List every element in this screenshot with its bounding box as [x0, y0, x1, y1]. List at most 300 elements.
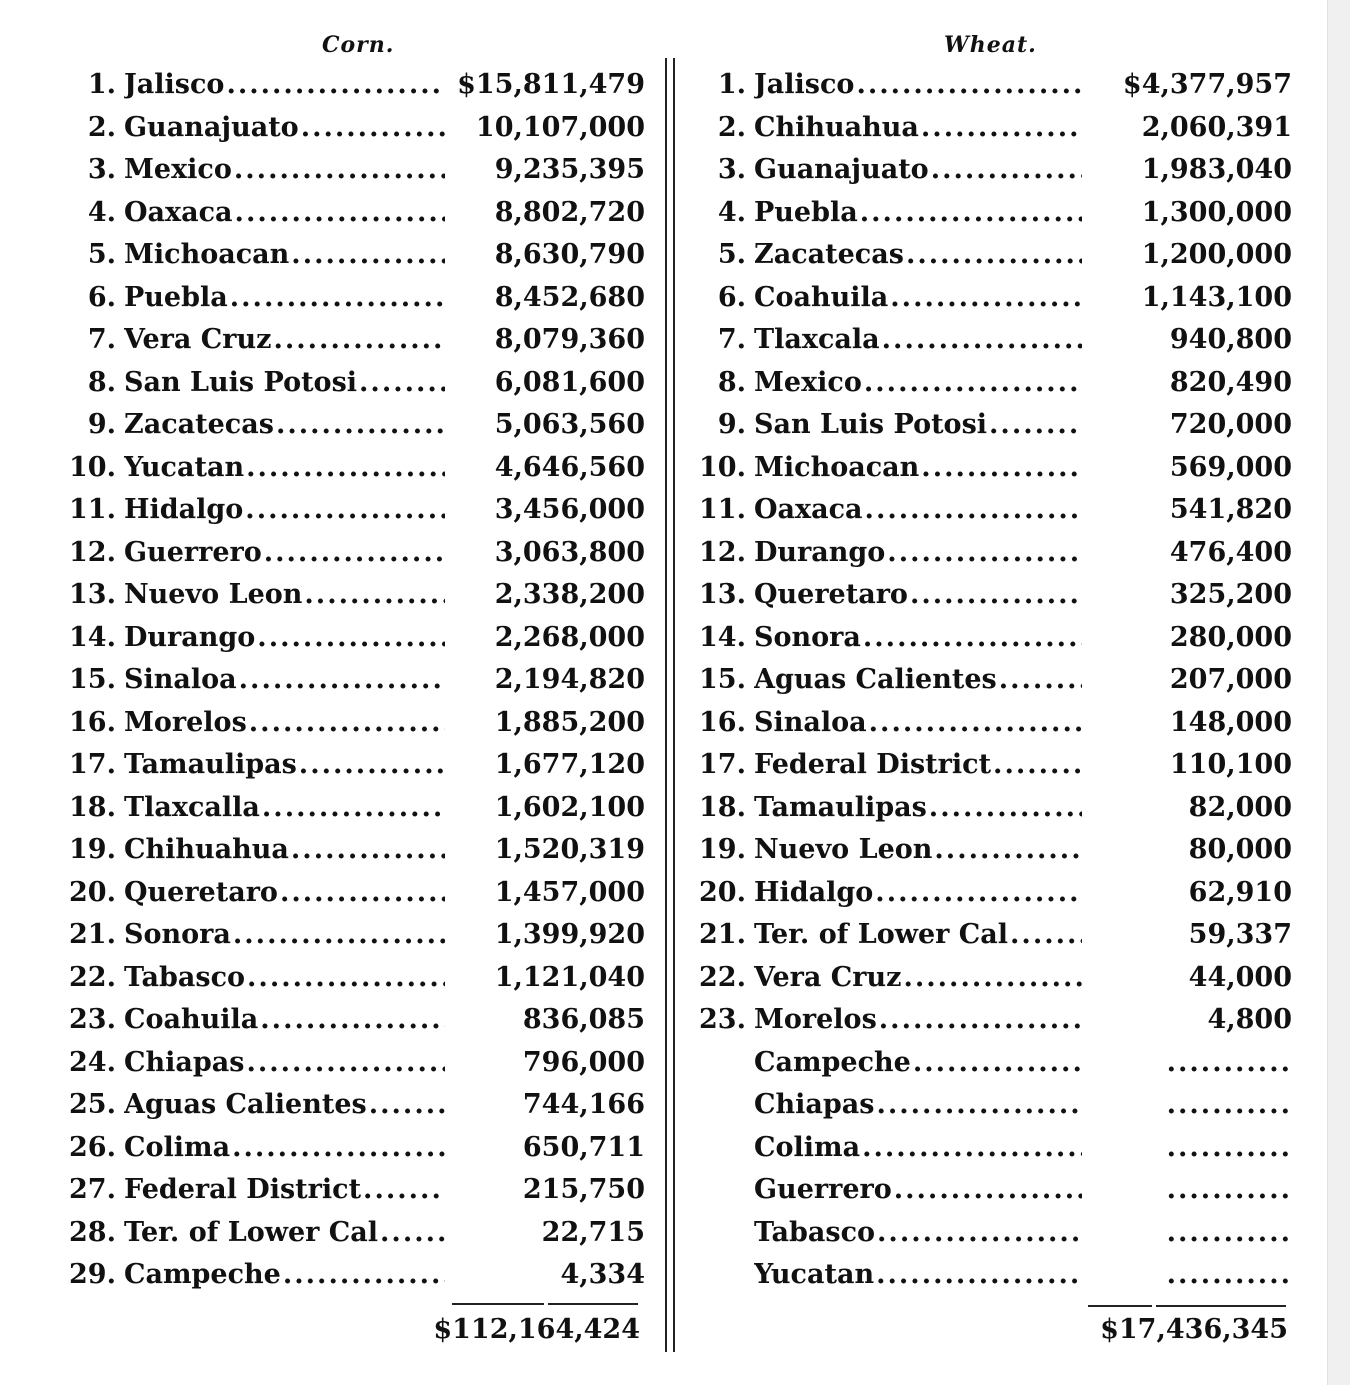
- value: 836,085: [522, 1004, 645, 1036]
- state-name: Michoacan: [754, 451, 920, 483]
- state-name: Sonora: [124, 919, 231, 951]
- state-cell: [124, 957, 445, 999]
- state-name: Campeche: [754, 1046, 911, 1078]
- value: 215,750: [522, 1174, 645, 1206]
- state-name: Tlaxcalla: [124, 791, 260, 823]
- state-cell: [124, 234, 445, 276]
- state-name: Hidalgo: [124, 494, 244, 526]
- state-cell: [754, 64, 1082, 106]
- table-row: [60, 1042, 645, 1085]
- value: 59,337: [1188, 919, 1292, 951]
- value: 110,100: [1169, 749, 1292, 781]
- row-number: 11.: [69, 494, 116, 526]
- page-edge: [1327, 0, 1350, 1385]
- corn-heading: Corn.: [322, 32, 395, 58]
- row-number: 23.: [69, 1004, 116, 1036]
- leader-dots: [877, 1212, 1082, 1254]
- state-cell: [754, 1127, 1082, 1169]
- state-name: Colima: [124, 1131, 231, 1163]
- state-name: Guanajuato: [754, 154, 929, 186]
- row-number: 19.: [69, 834, 116, 866]
- table-row: [60, 1254, 645, 1297]
- row-number: 27.: [69, 1174, 116, 1206]
- state-name: Sonora: [754, 621, 861, 653]
- table-row: [60, 957, 645, 1000]
- value: 1,520,319: [494, 834, 645, 866]
- leader-dots: [869, 702, 1082, 744]
- leader-dots: [245, 489, 445, 531]
- value: 62,910: [1188, 876, 1292, 908]
- state-cell: [754, 489, 1082, 531]
- value: 3,063,800: [494, 536, 645, 568]
- state-name: Vera Cruz: [754, 961, 902, 993]
- leader-dots: [931, 149, 1082, 191]
- value-cell: [445, 1212, 645, 1254]
- value: 9,235,395: [494, 154, 645, 186]
- value: 541,820: [1169, 494, 1292, 526]
- leader-dots: [380, 1212, 445, 1254]
- state-cell: [124, 702, 445, 744]
- state-cell: [124, 574, 445, 616]
- table-row: [60, 744, 645, 787]
- state-name: Jalisco: [754, 69, 855, 101]
- row-number: 16.: [699, 706, 746, 738]
- table-row: [690, 1212, 1292, 1255]
- table-row: [60, 872, 645, 915]
- value: 2,194,820: [494, 664, 645, 696]
- value: 80,000: [1188, 834, 1292, 866]
- value-cell: [445, 1169, 645, 1211]
- row-number: 3.: [87, 154, 116, 186]
- value-cell: [1082, 362, 1292, 404]
- leader-dots: [301, 107, 445, 149]
- value: 1,121,040: [494, 961, 645, 993]
- table-row: [60, 64, 645, 107]
- table-row: [690, 1084, 1292, 1127]
- value: 4,646,560: [494, 451, 645, 483]
- state-name: Tamaulipas: [124, 749, 297, 781]
- table-row: [690, 234, 1292, 277]
- value: 44,000: [1188, 961, 1292, 993]
- state-name: Tabasco: [754, 1216, 876, 1248]
- table-row: [690, 192, 1292, 235]
- table-row: [60, 149, 645, 192]
- table-row: [690, 277, 1292, 320]
- row-number: 5.: [87, 239, 116, 271]
- state-name: Tlaxcala: [754, 324, 880, 356]
- state-cell: [754, 744, 1082, 786]
- value-cell: [1082, 829, 1292, 871]
- value-cell: [1082, 999, 1292, 1041]
- value: 4,800: [1207, 1004, 1292, 1036]
- leader-dots: [247, 957, 445, 999]
- state-cell: [124, 787, 445, 829]
- state-cell: [124, 1212, 445, 1254]
- state-name: Aguas Calientes: [754, 664, 997, 696]
- row-number: 17.: [69, 749, 116, 781]
- table-row: [60, 1212, 645, 1255]
- leader-dots: [299, 744, 445, 786]
- leader-dots: [246, 447, 445, 489]
- state-name: Nuevo Leon: [124, 579, 303, 611]
- value-cell: [445, 957, 645, 999]
- state-cell: [124, 362, 445, 404]
- value-cell: [1082, 872, 1292, 914]
- value: 8,802,720: [494, 196, 645, 228]
- leader-dots: [875, 872, 1082, 914]
- state-name: Tabasco: [124, 961, 246, 993]
- value: 8,452,680: [494, 281, 645, 313]
- value-cell: [1082, 659, 1292, 701]
- leader-dots: [906, 234, 1082, 276]
- value-cell: [1082, 617, 1292, 659]
- state-cell: [124, 64, 445, 106]
- value-cell: [1082, 404, 1292, 446]
- value: $15,811,479: [457, 69, 645, 101]
- leader-dots: [929, 787, 1082, 829]
- value: 8,630,790: [494, 239, 645, 271]
- table-row: [690, 404, 1292, 447]
- value: 280,000: [1169, 621, 1292, 653]
- row-number: 1.: [87, 69, 116, 101]
- table-row: [690, 489, 1292, 532]
- corn-total: $112,164,424: [433, 1314, 640, 1345]
- table-row: [60, 829, 645, 872]
- row-number: 17.: [699, 749, 746, 781]
- value: 10,107,000: [475, 111, 645, 143]
- table-row: [60, 447, 645, 490]
- state-cell: [754, 1169, 1082, 1211]
- table-row: [60, 107, 645, 150]
- table-row: [690, 447, 1292, 490]
- row-number: 2.: [87, 111, 116, 143]
- state-name: Ter. of Lower Cal: [124, 1216, 379, 1248]
- state-name: Yucatan: [754, 1259, 875, 1291]
- state-cell: [124, 999, 445, 1041]
- leader-dots: [260, 999, 445, 1041]
- row-number: 13.: [69, 579, 116, 611]
- value-cell: [1082, 787, 1292, 829]
- row-number: 8.: [87, 366, 116, 398]
- column-divider: [673, 58, 675, 1352]
- value-cell: [1082, 957, 1292, 999]
- table-row: [690, 744, 1292, 787]
- state-name: Hidalgo: [754, 876, 874, 908]
- value-cell: [1082, 234, 1292, 276]
- state-cell: [754, 914, 1082, 956]
- value-cell: [445, 404, 645, 446]
- value: 476,400: [1169, 536, 1292, 568]
- table-row: [690, 1254, 1292, 1297]
- value-cell: [445, 192, 645, 234]
- state-cell: [754, 319, 1082, 361]
- value-cell: [445, 1084, 645, 1126]
- table-row: [690, 957, 1292, 1000]
- row-number: 28.: [69, 1216, 116, 1248]
- value-cell: [445, 1127, 645, 1169]
- table-row: [60, 404, 645, 447]
- leader-dots: [894, 1169, 1082, 1211]
- state-cell: [124, 319, 445, 361]
- table-row: [690, 1169, 1292, 1212]
- state-cell: [754, 957, 1082, 999]
- leader-dots: [280, 872, 445, 914]
- table-row: [60, 914, 645, 957]
- value-cell: [445, 999, 645, 1041]
- state-cell: [754, 532, 1082, 574]
- row-number: 8.: [717, 366, 746, 398]
- value: 720,000: [1169, 409, 1292, 441]
- leader-dots: [239, 659, 445, 701]
- value-cell: [1082, 1084, 1292, 1126]
- state-cell: [124, 659, 445, 701]
- row-number: 11.: [699, 494, 746, 526]
- corn-table: [60, 64, 645, 1297]
- row-number: 22.: [699, 961, 746, 993]
- leader-dots: [921, 107, 1082, 149]
- wheat-total: $17,436,345: [1100, 1314, 1288, 1345]
- state-name: Sinaloa: [124, 664, 237, 696]
- state-name: Nuevo Leon: [754, 834, 933, 866]
- leader-dots: [879, 999, 1082, 1041]
- state-cell: [754, 829, 1082, 871]
- table-row: [690, 999, 1292, 1042]
- value-cell: [445, 1042, 645, 1084]
- empty-value-dots: [1152, 1254, 1292, 1296]
- row-number: 13.: [699, 579, 746, 611]
- value-cell: [1082, 447, 1292, 489]
- row-number: 2.: [717, 111, 746, 143]
- state-cell: [754, 107, 1082, 149]
- value-cell: [1082, 914, 1292, 956]
- row-number: 12.: [69, 536, 116, 568]
- table-row: [690, 702, 1292, 745]
- corn-total-rule: [452, 1303, 544, 1305]
- state-cell: [754, 787, 1082, 829]
- state-name: San Luis Potosi: [124, 366, 358, 398]
- table-row: [60, 234, 645, 277]
- value-cell: [1082, 1169, 1292, 1211]
- state-name: Campeche: [124, 1259, 281, 1291]
- state-cell: [124, 829, 445, 871]
- value: 796,000: [522, 1046, 645, 1078]
- state-cell: [754, 617, 1082, 659]
- state-name: Zacatecas: [124, 409, 274, 441]
- leader-dots: [304, 574, 445, 616]
- empty-value-dots: [1152, 1127, 1292, 1169]
- state-cell: [124, 447, 445, 489]
- leader-dots: [246, 1042, 445, 1084]
- state-name: Mexico: [754, 366, 862, 398]
- value-cell: [445, 447, 645, 489]
- state-name: Morelos: [124, 706, 247, 738]
- state-cell: [754, 999, 1082, 1041]
- row-number: 6.: [717, 281, 746, 313]
- leader-dots: [876, 1254, 1082, 1296]
- state-cell: [124, 872, 445, 914]
- value-cell: [445, 107, 645, 149]
- wheat-heading: Wheat.: [944, 32, 1037, 58]
- leader-dots: [856, 64, 1082, 106]
- state-cell: [124, 617, 445, 659]
- value-cell: [445, 489, 645, 531]
- state-name: Morelos: [754, 1004, 877, 1036]
- table-row: [690, 64, 1292, 107]
- row-number: 9.: [87, 409, 116, 441]
- table-row: [60, 1169, 645, 1212]
- row-number: 5.: [717, 239, 746, 271]
- value-cell: [1082, 107, 1292, 149]
- row-number: 29.: [69, 1259, 116, 1291]
- value-cell: [1082, 1127, 1292, 1169]
- state-cell: [754, 1084, 1082, 1126]
- row-number: 4.: [87, 196, 116, 228]
- state-cell: [754, 404, 1082, 446]
- state-cell: [124, 149, 445, 191]
- leader-dots: [890, 277, 1082, 319]
- state-cell: [124, 1254, 445, 1296]
- value-cell: [1082, 702, 1292, 744]
- state-cell: [124, 744, 445, 786]
- table-row: [690, 787, 1292, 830]
- state-name: Queretaro: [754, 579, 908, 611]
- state-name: San Luis Potosi: [754, 409, 988, 441]
- table-row: [690, 319, 1292, 362]
- row-number: 14.: [699, 621, 746, 653]
- row-number: 20.: [699, 876, 746, 908]
- state-cell: [754, 1254, 1082, 1296]
- leader-dots: [235, 192, 445, 234]
- column-divider: [665, 58, 667, 1352]
- state-cell: [754, 234, 1082, 276]
- table-row: [60, 787, 645, 830]
- table-row: [690, 149, 1292, 192]
- state-name: Tamaulipas: [754, 791, 927, 823]
- value: 1,885,200: [494, 706, 645, 738]
- value: 22,715: [541, 1216, 645, 1248]
- leader-dots: [262, 787, 445, 829]
- table-row: [690, 574, 1292, 617]
- state-cell: [754, 872, 1082, 914]
- value: 325,200: [1169, 579, 1292, 611]
- state-name: Yucatan: [124, 451, 245, 483]
- leader-dots: [887, 532, 1082, 574]
- state-cell: [754, 149, 1082, 191]
- state-cell: [754, 192, 1082, 234]
- state-name: Aguas Calientes: [124, 1089, 367, 1121]
- row-number: 23.: [699, 1004, 746, 1036]
- value-cell: [445, 362, 645, 404]
- state-name: Zacatecas: [754, 239, 904, 271]
- state-cell: [754, 277, 1082, 319]
- value-cell: [1082, 149, 1292, 191]
- table-row: [60, 659, 645, 702]
- leader-dots: [369, 1084, 445, 1126]
- table-row: [690, 872, 1292, 915]
- state-name: Mexico: [124, 154, 232, 186]
- table-row: [690, 1042, 1292, 1085]
- state-name: Guerrero: [754, 1174, 892, 1206]
- value: 940,800: [1169, 324, 1292, 356]
- leader-dots: [291, 829, 445, 871]
- leader-dots: [921, 447, 1082, 489]
- row-number: 9.: [717, 409, 746, 441]
- value: 1,399,920: [494, 919, 645, 951]
- row-number: 4.: [717, 196, 746, 228]
- state-name: Chiapas: [754, 1089, 875, 1121]
- leader-dots: [913, 1042, 1082, 1084]
- state-cell: [124, 1169, 445, 1211]
- state-name: Guerrero: [124, 536, 262, 568]
- row-number: 7.: [717, 324, 746, 356]
- value-cell: [445, 319, 645, 361]
- state-name: Chiapas: [124, 1046, 245, 1078]
- state-cell: [124, 1127, 445, 1169]
- value: 6,081,600: [494, 366, 645, 398]
- value: 5,063,560: [494, 409, 645, 441]
- table-row: [690, 617, 1292, 660]
- state-cell: [124, 532, 445, 574]
- table-row: [60, 319, 645, 362]
- leader-dots: [226, 64, 445, 106]
- value: 744,166: [522, 1089, 645, 1121]
- value-cell: [1082, 574, 1292, 616]
- value: 2,060,391: [1141, 111, 1292, 143]
- state-cell: [754, 702, 1082, 744]
- row-number: 20.: [69, 876, 116, 908]
- value-cell: [445, 829, 645, 871]
- leader-dots: [860, 192, 1082, 234]
- value-cell: [445, 64, 645, 106]
- empty-value-dots: [1152, 1169, 1292, 1211]
- table-row: [690, 914, 1292, 957]
- leader-dots: [276, 404, 445, 446]
- value-cell: [445, 234, 645, 276]
- wheat-total-rule: [1088, 1305, 1152, 1307]
- state-cell: [124, 1042, 445, 1084]
- leader-dots: [273, 319, 445, 361]
- leader-dots: [876, 1084, 1082, 1126]
- state-name: Puebla: [124, 281, 228, 313]
- row-number: 25.: [69, 1089, 116, 1121]
- value-cell: [1082, 532, 1292, 574]
- value-cell: [445, 1254, 645, 1296]
- leader-dots: [234, 149, 445, 191]
- value: 1,457,000: [494, 876, 645, 908]
- value-cell: [1082, 277, 1292, 319]
- wheat-table: [690, 64, 1292, 1297]
- state-name: Federal District: [754, 749, 992, 781]
- state-name: Coahuila: [754, 281, 889, 313]
- value: 82,000: [1188, 791, 1292, 823]
- value-cell: [445, 702, 645, 744]
- state-name: Oaxaca: [754, 494, 863, 526]
- value: 2,268,000: [494, 621, 645, 653]
- table-row: [60, 362, 645, 405]
- leader-dots: [864, 362, 1082, 404]
- value-cell: [1082, 64, 1292, 106]
- state-name: Chihuahua: [754, 111, 919, 143]
- value: 3,456,000: [494, 494, 645, 526]
- value: $4,377,957: [1122, 69, 1292, 101]
- state-name: Colima: [754, 1131, 861, 1163]
- table-row: [60, 617, 645, 660]
- state-name: Durango: [124, 621, 256, 653]
- value-cell: [445, 744, 645, 786]
- row-number: 15.: [699, 664, 746, 696]
- value-cell: [1082, 319, 1292, 361]
- leader-dots: [1010, 914, 1082, 956]
